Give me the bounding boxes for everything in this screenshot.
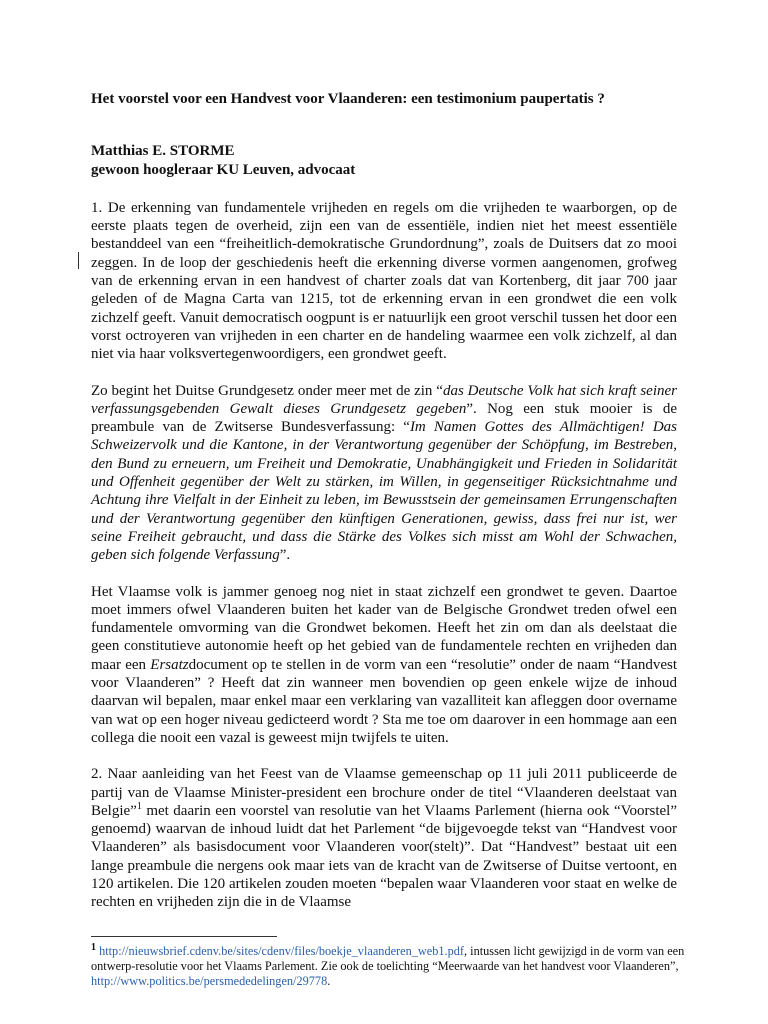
- footnote-number: 1: [91, 941, 96, 953]
- paragraph-2-text-a: Zo begint het Duitse Grundgesetz onder meer met de zin “: [91, 382, 443, 399]
- grundgesetz-quote: das Deutsche Volk hat sich kraft seiner verfassungsgebenden Gewalt dieses Grundgesetz gegeben: [91, 382, 677, 417]
- text-cursor: [78, 252, 79, 269]
- paragraph-2-text-e: ”.: [279, 547, 291, 564]
- paragraph-4: [91, 765, 677, 911]
- bundesverfassung-quote: Im Namen Gottes des Allmächtigen! Das Schweizervolk und die Kantone, in der Verantwortung gegenüber der Schöpfung, im Bestreben, den Bund zu erneuern, um Freiheit und Demokratie, Unabhängigkeit und Frieden in Solidarität und Offenheit gegenüber der Welt zu stärken, im Willen, in gegenseitiger Rücksichtnahme und Achtung ihre Vielfalt in der Einheit zu leben, im Bewusstsein der gemeinsamen Errungenschaften und der Verantwortung gegenüber den künftigen Generationen, gewiss, dass frei nur ist, wer seine Freiheit gebraucht, und dass die Stärke des Volkes sich misst am Wohl der Schwachen, geben sich folgende Verfassung: [91, 419, 677, 564]
- footnote-link-brochure[interactable]: http://nieuwsbrief.cdenv.be/sites/cdenv/files/boekje_vlaanderen_web1.pdf: [99, 944, 464, 958]
- document-page: [91, 90, 677, 930]
- paragraph-3: [91, 583, 677, 748]
- paragraph-2-text-c: ”. Nog een stuk mooier is de preambule van de Zwitserse Bundesverfassung: “: [91, 400, 677, 436]
- ersatz-word: Ersatz: [150, 656, 189, 673]
- author-name: Matthias E. STORME: [91, 143, 235, 160]
- author-block: [91, 142, 677, 179]
- footnote-text-1: , intussen licht gewijzigd in de vorm van een ontwerp-resolutie voor het Vlaams Parlement. Zie ook de toelichting “Meerwaarde van het handvest voor Vlaanderen”,: [91, 944, 685, 974]
- author-role: gewoon hoogleraar KU Leuven, advocaat: [91, 161, 356, 178]
- document-title: Het voorstel voor een Handvest voor Vlaanderen: een testimonium paupertatis ?: [91, 91, 605, 107]
- footnote-link-politics[interactable]: http://www.politics.be/persmededelingen/29778: [91, 974, 328, 989]
- footnote: [91, 941, 691, 990]
- paragraph-3-text-c: document op te stellen in de vorm van een “resolutie” onder de naam “Handvest voor Vlaanderen” ? Heeft dat zin wanneer men bovendien op geen enkele wijze de inhoud daarvan wil bepalen, maar enkel maar een verklaring van vazalliteit kan afleggen door overname van wat op een hoger niveau gedicteerd wordt ? Sta me toe om daarover in een hommage aan een collega die nooit een vazal is geweest mijn twijfels te uiten.: [91, 656, 677, 746]
- footnote-text-2: .: [327, 974, 331, 989]
- footnote-divider: [91, 936, 277, 937]
- paragraph-2: [91, 382, 677, 565]
- paragraph-4-text-a: 2. Naar aanleiding van het Feest van de Vlaamse gemeenschap op 11 juli 2011 publiceerde de partij van de Vlaamse Minister-president een brochure onder de titel “Vlaanderen deelstaat van Belgie”: [91, 766, 677, 819]
- paragraph-4-text-b: met daarin een voorstel van resolutie van het Vlaams Parlement (hierna ook “Voorstel” genoemd) waarvan de inhoud luidt dat het Parlement “de bijgevoegde tekst van “Handvest voor Vlaanderen” als basisdocument voor Vlaanderen voor(stelt)”. Dat “Handvest” bestaat uit een lange preambule die nergens ook maar iets van de kracht van de Zwitserse of Duitse vertoont, en 120 artikelen. Die 120 artikelen zouden moeten “bepalen waar Vlaanderen voor staat en welke de rechten en vrijheden zijn die in de Vlaamse: [91, 802, 677, 911]
- footnote-reference[interactable]: 1: [136, 800, 142, 812]
- paragraph-1: 1. De erkenning van fundamentele vrijheden en regels om die vrijheden te waarborgen, op de eerste plaats tegen de overheid, zijn een van de essentiële, indien niet het meest essentiële bestanddeel van een “freiheitlich-demokratische Grundordnung”, zoals de Duitsers dat zo mooi zeggen. In de loop der geschiedenis heeft die erkenning diverse vormen aangenomen, grofweg van de erkenning ervan in een handvest of charter zoals dat van Kortenberg, dit jaar 700 jaar geleden of de Magna Carta van 1215, tot de erkenning ervan in een grondwet die een volk zichzelf geeft. Vanuit democratisch oogpunt is er natuurlijk een groot verschil tussen het door een vorst octroyeren van vrijheden in een charter en de handeling waarmee een volk zichzelf, al dan niet via haar volksvertegenwoordigers, een grondwet geeft.: [91, 199, 677, 363]
- paragraph-3-text-a: Het Vlaamse volk is jammer genoeg nog niet in staat zichzelf een grondwet te geven. Daartoe moet immers ofwel Vlaanderen buiten het kader van de Belgische Grondwet treden ofwel een fundamentele omvorming van die Grondwet bekomen. Heeft het zin om dan als deelstaat die geen constitutieve autonomie heeft op het gebied van de fundamentele rechten en vrijheden dan maar een: [91, 583, 677, 673]
